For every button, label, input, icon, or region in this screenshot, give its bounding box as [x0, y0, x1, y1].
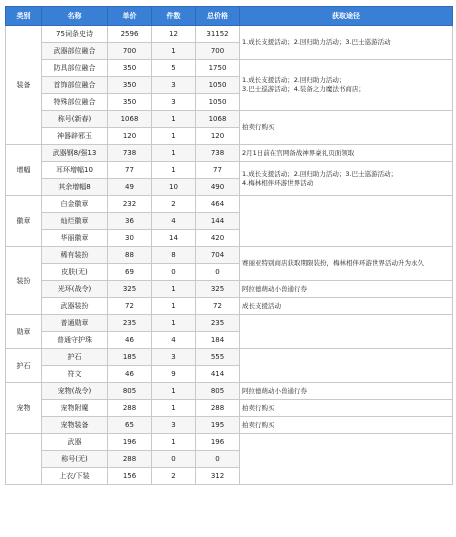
total-price-cell: 700 — [196, 43, 240, 60]
source-cell: 1.成长支援活动；2.回归助力活动；3.巴士巡游活动 — [240, 26, 453, 60]
total-price-cell: 1050 — [196, 77, 240, 94]
table-row — [6, 26, 453, 43]
source-cell — [240, 315, 453, 349]
table-row — [6, 145, 453, 162]
header-category: 类别 — [6, 7, 42, 26]
material-cost-table — [5, 6, 453, 485]
unit-price-cell: 700 — [108, 43, 152, 60]
total-price-cell: 1050 — [196, 94, 240, 111]
name-cell: 光环(战令) — [42, 281, 108, 298]
total-price-cell: 72 — [196, 298, 240, 315]
count-cell: 12 — [152, 26, 196, 43]
count-cell: 4 — [152, 332, 196, 349]
count-cell: 9 — [152, 366, 196, 383]
total-price-cell: 1750 — [196, 60, 240, 77]
category-cell: 增幅 — [6, 145, 42, 196]
count-cell: 1 — [152, 281, 196, 298]
count-cell: 1 — [152, 111, 196, 128]
unit-price-cell: 325 — [108, 281, 152, 298]
unit-price-cell: 350 — [108, 77, 152, 94]
unit-price-cell: 196 — [108, 434, 152, 451]
count-cell: 1 — [152, 315, 196, 332]
count-cell: 14 — [152, 230, 196, 247]
unit-price-cell: 49 — [108, 179, 152, 196]
source-cell — [240, 349, 453, 383]
unit-price-cell: 350 — [108, 94, 152, 111]
name-cell: 白金徽章 — [42, 196, 108, 213]
unit-price-cell: 185 — [108, 349, 152, 366]
total-price-cell: 0 — [196, 451, 240, 468]
name-cell: 防具部位融合 — [42, 60, 108, 77]
unit-price-cell: 805 — [108, 383, 152, 400]
category-cell: 宠物 — [6, 383, 42, 434]
source-cell: 2月1日前在官网备战神界豪礼页面领取 — [240, 145, 453, 162]
count-cell: 3 — [152, 417, 196, 434]
source-cell: 成长支援活动 — [240, 298, 453, 315]
name-cell: 神器辟邪玉 — [42, 128, 108, 145]
category-cell — [6, 434, 42, 485]
unit-price-cell: 72 — [108, 298, 152, 315]
source-cell: 拍卖行购买 — [240, 417, 453, 434]
name-cell: 普通守护珠 — [42, 332, 108, 349]
unit-price-cell: 350 — [108, 60, 152, 77]
count-cell: 1 — [152, 162, 196, 179]
total-price-cell: 196 — [196, 434, 240, 451]
total-price-cell: 555 — [196, 349, 240, 366]
name-cell: 灿烂徽章 — [42, 213, 108, 230]
count-cell: 1 — [152, 145, 196, 162]
header-count: 件数 — [152, 7, 196, 26]
category-cell: 徽章 — [6, 196, 42, 247]
count-cell: 3 — [152, 349, 196, 366]
count-cell: 1 — [152, 128, 196, 145]
source-cell: 阿拉德萌动小兽通行券 — [240, 383, 453, 400]
total-price-cell: 312 — [196, 468, 240, 485]
total-price-cell: 738 — [196, 145, 240, 162]
unit-price-cell: 120 — [108, 128, 152, 145]
total-price-cell: 144 — [196, 213, 240, 230]
name-cell: 耳环增幅10 — [42, 162, 108, 179]
name-cell: 武器钢8/强13 — [42, 145, 108, 162]
table-row — [6, 400, 453, 417]
name-cell: 皮肤(无) — [42, 264, 108, 281]
table-row — [6, 60, 453, 77]
name-cell: 宠物附魔 — [42, 400, 108, 417]
table-row — [6, 417, 453, 434]
source-cell: 拍卖行购买 — [240, 111, 453, 145]
count-cell: 2 — [152, 196, 196, 213]
source-cell — [240, 434, 453, 485]
count-cell: 0 — [152, 451, 196, 468]
count-cell: 10 — [152, 179, 196, 196]
table-row — [6, 298, 453, 315]
name-cell: 特殊部位融合 — [42, 94, 108, 111]
table-row — [6, 247, 453, 264]
name-cell: 上衣/下装 — [42, 468, 108, 485]
total-price-cell: 77 — [196, 162, 240, 179]
total-price-cell: 464 — [196, 196, 240, 213]
source-cell: 拍卖行购买 — [240, 400, 453, 417]
source-cell: 1.成长支援活动；2.回归助力活动； 3.巴士巡游活动；4.装备之力魔法书商店； — [240, 60, 453, 111]
name-cell: 武器装扮 — [42, 298, 108, 315]
unit-price-cell: 36 — [108, 213, 152, 230]
total-price-cell: 184 — [196, 332, 240, 349]
unit-price-cell: 232 — [108, 196, 152, 213]
table-row — [6, 383, 453, 400]
name-cell: 稀有装扮 — [42, 247, 108, 264]
category-cell: 护石 — [6, 349, 42, 383]
name-cell: 护石 — [42, 349, 108, 366]
source-cell — [240, 196, 453, 247]
count-cell: 0 — [152, 264, 196, 281]
source-cell: 阿拉德萌动小兽通行券 — [240, 281, 453, 298]
unit-price-cell: 65 — [108, 417, 152, 434]
unit-price-cell: 288 — [108, 400, 152, 417]
table-body — [6, 26, 453, 485]
total-price-cell: 288 — [196, 400, 240, 417]
count-cell: 1 — [152, 434, 196, 451]
unit-price-cell: 738 — [108, 145, 152, 162]
total-price-cell: 31152 — [196, 26, 240, 43]
count-cell: 4 — [152, 213, 196, 230]
count-cell: 1 — [152, 298, 196, 315]
unit-price-cell: 156 — [108, 468, 152, 485]
total-price-cell: 195 — [196, 417, 240, 434]
name-cell: 首饰部位融合 — [42, 77, 108, 94]
total-price-cell: 420 — [196, 230, 240, 247]
category-cell: 勋章 — [6, 315, 42, 349]
total-price-cell: 805 — [196, 383, 240, 400]
source-cell: 赛丽亚特别商店获取期限装扮，梅林相伴环游世界活动升为永久 — [240, 247, 453, 281]
name-cell: 其余增幅8 — [42, 179, 108, 196]
total-price-cell: 490 — [196, 179, 240, 196]
unit-price-cell: 69 — [108, 264, 152, 281]
name-cell: 75词条史诗 — [42, 26, 108, 43]
header-name: 名称 — [42, 7, 108, 26]
category-cell: 装扮 — [6, 247, 42, 315]
name-cell: 称号(无) — [42, 451, 108, 468]
name-cell: 宠物(战令) — [42, 383, 108, 400]
category-cell: 装备 — [6, 26, 42, 145]
table-row — [6, 349, 453, 366]
unit-price-cell: 77 — [108, 162, 152, 179]
total-price-cell: 235 — [196, 315, 240, 332]
header-source: 获取途径 — [240, 7, 453, 26]
total-price-cell: 704 — [196, 247, 240, 264]
count-cell: 5 — [152, 60, 196, 77]
unit-price-cell: 88 — [108, 247, 152, 264]
unit-price-cell: 235 — [108, 315, 152, 332]
table-row — [6, 196, 453, 213]
table-row — [6, 315, 453, 332]
count-cell: 3 — [152, 94, 196, 111]
total-price-cell: 325 — [196, 281, 240, 298]
count-cell: 8 — [152, 247, 196, 264]
unit-price-cell: 288 — [108, 451, 152, 468]
count-cell: 2 — [152, 468, 196, 485]
unit-price-cell: 1068 — [108, 111, 152, 128]
total-price-cell: 120 — [196, 128, 240, 145]
count-cell: 1 — [152, 383, 196, 400]
name-cell: 华丽徽章 — [42, 230, 108, 247]
table-header-row — [6, 7, 453, 26]
header-total-price: 总价格 — [196, 7, 240, 26]
header-unit-price: 单价 — [108, 7, 152, 26]
table-row — [6, 434, 453, 451]
name-cell: 普通勋章 — [42, 315, 108, 332]
count-cell: 3 — [152, 77, 196, 94]
total-price-cell: 0 — [196, 264, 240, 281]
table-row — [6, 162, 453, 179]
count-cell: 1 — [152, 400, 196, 417]
unit-price-cell: 30 — [108, 230, 152, 247]
source-cell: 1.成长支援活动；2.回归助力活动；3.巴士巡游活动； 4.梅林相伴环游世界活动 — [240, 162, 453, 196]
unit-price-cell: 2596 — [108, 26, 152, 43]
name-cell: 称号(新春) — [42, 111, 108, 128]
total-price-cell: 414 — [196, 366, 240, 383]
total-price-cell: 1068 — [196, 111, 240, 128]
count-cell: 1 — [152, 43, 196, 60]
table-row — [6, 281, 453, 298]
unit-price-cell: 46 — [108, 366, 152, 383]
unit-price-cell: 46 — [108, 332, 152, 349]
table-row — [6, 111, 453, 128]
name-cell: 符文 — [42, 366, 108, 383]
name-cell: 武器部位融合 — [42, 43, 108, 60]
name-cell: 宠物装备 — [42, 417, 108, 434]
name-cell: 武器 — [42, 434, 108, 451]
